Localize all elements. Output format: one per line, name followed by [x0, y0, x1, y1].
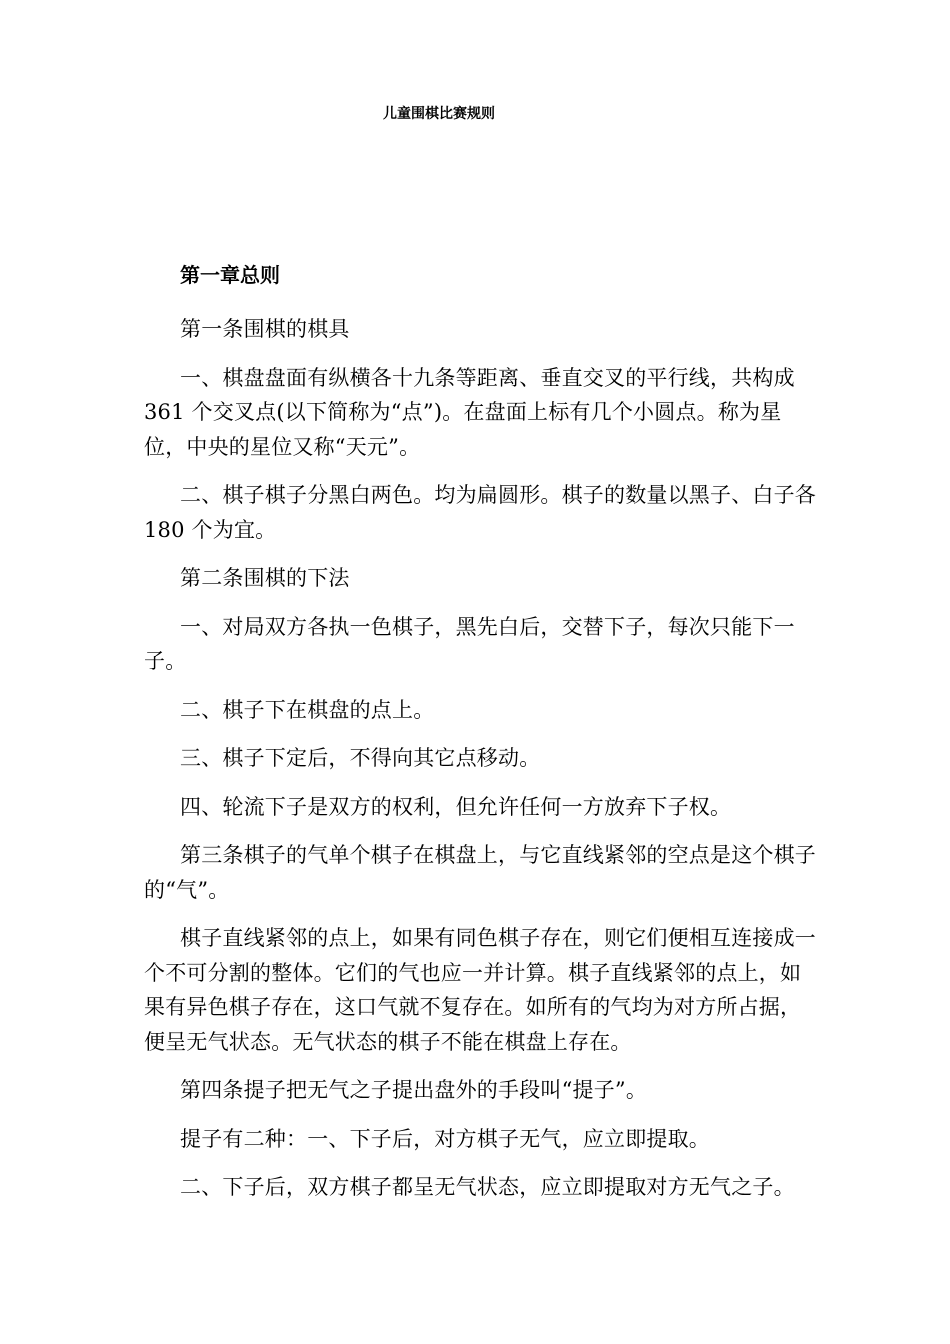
- document-body: [144, 262, 816, 1219]
- document-title: 儿童围棋比赛规则: [383, 106, 495, 122]
- paragraph: 第三条棋子的气单个棋子在棋盘上，与它直线紧邻的空点是这个棋子的“气”。: [144, 843, 816, 902]
- paragraph: 一、棋盘盘面有纵横各十九条等距离、垂直交叉的平行线，共构成 361 个交叉点(以下简称为“点”)。在盘面上标有几个小圆点。称为星位，中央的星位又称“天元”。: [144, 365, 795, 459]
- article-heading: 第一条围棋的棋具: [180, 317, 350, 341]
- paragraph: 提子有二种：一、下子后，对方棋子无气，应立即提取。: [180, 1126, 710, 1151]
- paragraph: 第四条提子把无气之子提出盘外的手段叫“提子”。: [180, 1078, 648, 1102]
- paragraph: 二、棋子下在棋盘的点上。: [180, 697, 435, 722]
- paragraph: 棋子直线紧邻的点上，如果有同色棋子存在，则它们便相互连接成一个不可分割的整体。它们的气也应一并计算。棋子直线紧邻的点上，如果有异色棋子存在，这口气就不复存在。如所有的气均为对方所占据，便呈无气状态。无气状态的棋子不能在棋盘上存在。: [144, 926, 816, 1054]
- paragraph: 三、棋子下定后，不得向其它点移动。: [180, 746, 541, 770]
- paragraph: 四、轮流下子是双方的权利，但允许任何一方放弃下子权。: [180, 794, 732, 819]
- chapter-heading: 第一章总则: [180, 263, 280, 287]
- paragraph: 二、棋子棋子分黑白两色。均为扁圆形。棋子的数量以黑子、白子各 180 个为宜。: [144, 483, 816, 542]
- paragraph: 二、下子后，双方棋子都呈无气状态，应立即提取对方无气之子。: [180, 1175, 795, 1199]
- article-heading: 第二条围棋的下法: [180, 566, 350, 590]
- paragraph: 一、对局双方各执一色棋子，黑先白后，交替下子，每次只能下一子。: [144, 614, 795, 673]
